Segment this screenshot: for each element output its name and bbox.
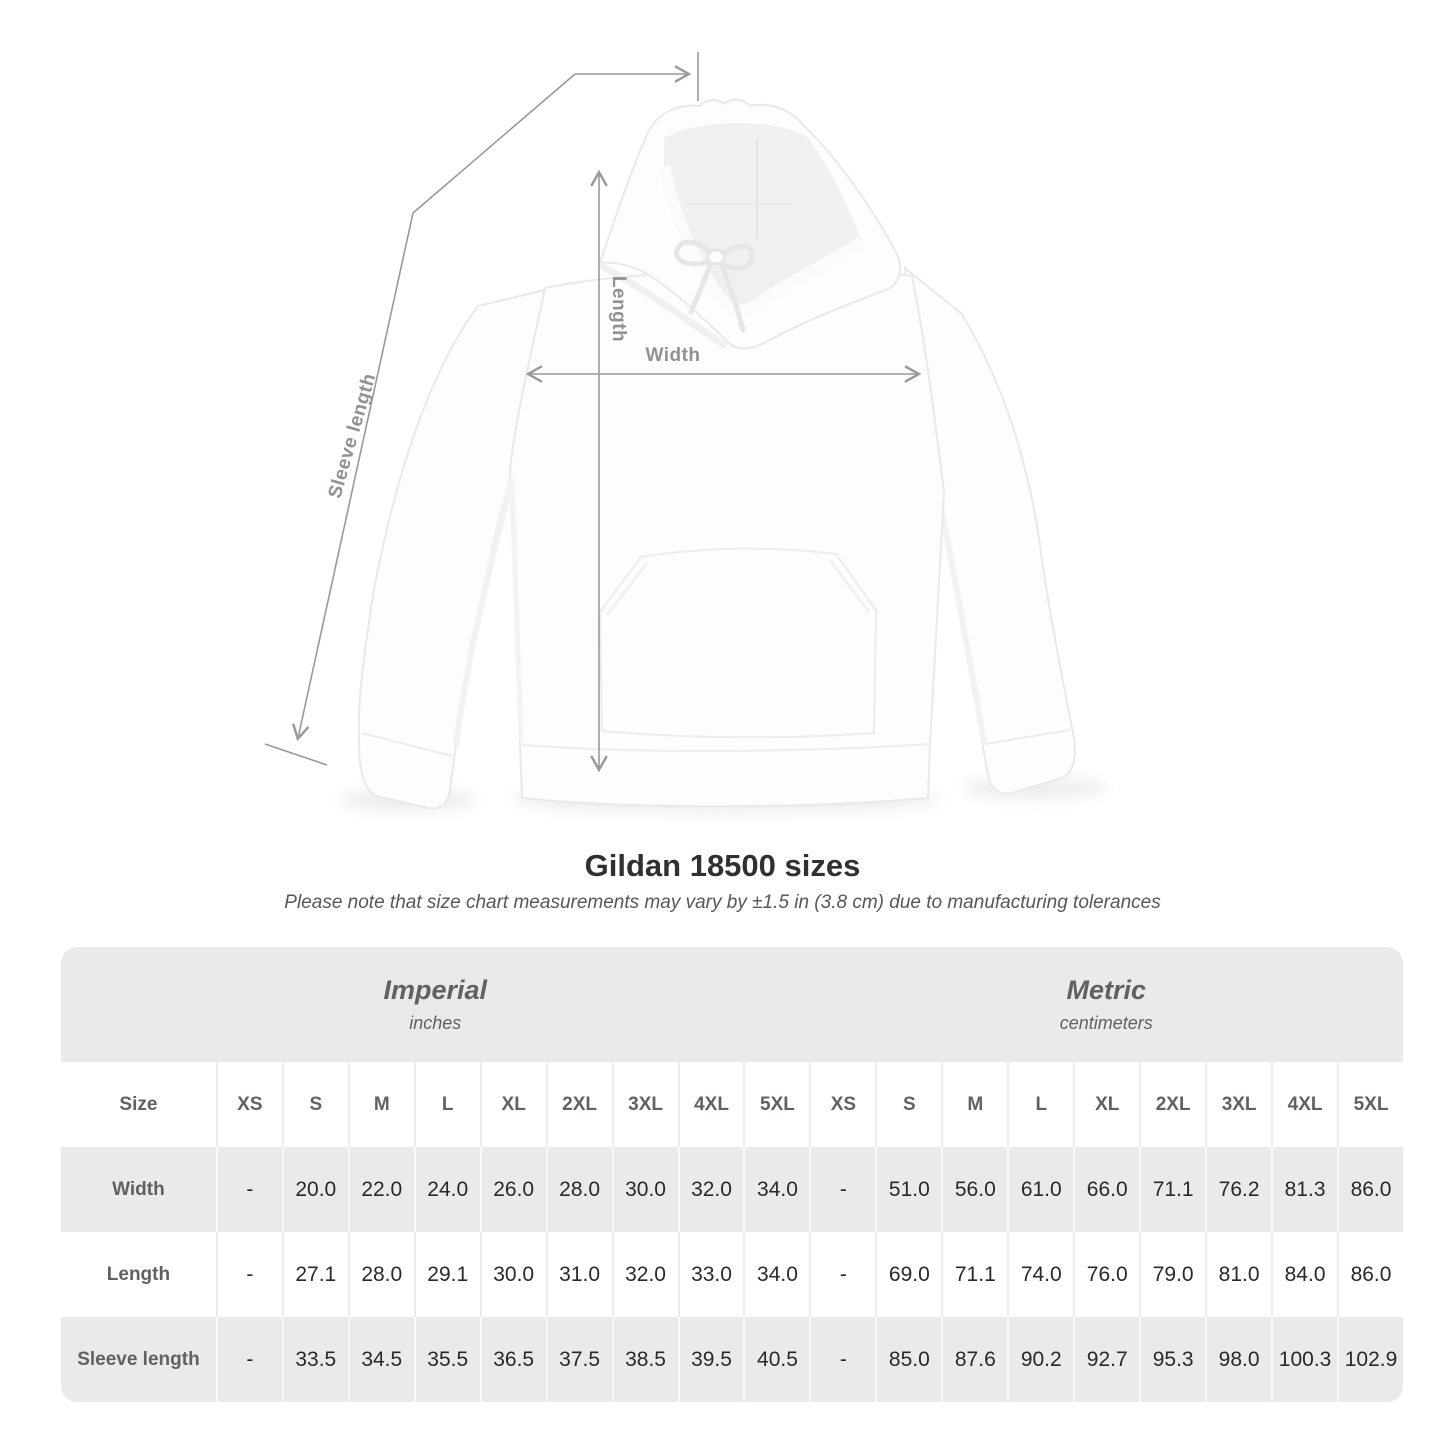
- imperial-value-cell: 31.0: [546, 1232, 612, 1317]
- tolerance-note: Please note that size chart measurements may vary by ±1.5 in (3.8 cm) due to manufacturing tolerances: [284, 892, 1161, 913]
- metric-value-cell: 92.7: [1073, 1317, 1139, 1402]
- metric-section-header: [809, 947, 1403, 1062]
- metric-value-cell: 81.0: [1205, 1232, 1271, 1317]
- row-label: Width: [61, 1147, 216, 1232]
- hoodie-pocket: [600, 549, 876, 738]
- imperial-value-cell: 37.5: [546, 1317, 612, 1402]
- metric-value-cell: 87.6: [941, 1317, 1007, 1402]
- metric-value-cell: 76.2: [1205, 1147, 1271, 1232]
- imperial-section-header: [61, 947, 809, 1062]
- size-header-imperial-m: M: [348, 1062, 414, 1147]
- row-label: Length: [106, 1263, 171, 1285]
- imperial-value-cell: 32.0: [612, 1232, 678, 1317]
- sleeve-diagonal-1: [413, 74, 575, 213]
- metric-value-cell: 61.0: [1007, 1147, 1073, 1232]
- metric-value-cell: 81.3: [1271, 1147, 1337, 1232]
- metric-value-cell: 56.0: [941, 1147, 1007, 1232]
- imperial-value-cell: 34.5: [348, 1317, 414, 1402]
- imperial-value-cell: 38.5: [612, 1317, 678, 1402]
- size-table: [61, 947, 1403, 1402]
- size-header-metric-s: S: [875, 1062, 941, 1147]
- size-header-imperial-2xl: 2XL: [546, 1062, 612, 1147]
- imperial-value-cell: 32.0: [678, 1147, 744, 1232]
- metric-value-cell: 74.0: [1007, 1232, 1073, 1317]
- metric-value-cell: 71.1: [941, 1232, 1007, 1317]
- metric-value-cell: 86.0: [1337, 1232, 1403, 1317]
- metric-value-cell: 95.3: [1139, 1317, 1205, 1402]
- size-header-metric-xs: XS: [809, 1062, 875, 1147]
- size-header-imperial-xl: XL: [480, 1062, 546, 1147]
- row-label: Sleeve length: [61, 1317, 216, 1402]
- imperial-value-cell: 27.1: [282, 1232, 348, 1317]
- size-column-header: Size: [119, 1093, 158, 1115]
- size-header-imperial-l: L: [414, 1062, 480, 1147]
- size-header-imperial-3xl: 3XL: [612, 1062, 678, 1147]
- imperial-value-cell: 34.0: [743, 1147, 809, 1232]
- imperial-value-cell: 39.5: [678, 1317, 744, 1402]
- imperial-value-cell: -: [216, 1317, 282, 1402]
- size-header-imperial-5xl: 5XL: [743, 1062, 809, 1147]
- imperial-value-cell: 26.0: [480, 1147, 546, 1232]
- imperial-value-cell: 22.0: [348, 1147, 414, 1232]
- sleeve-length-label: Sleeve length: [324, 370, 381, 501]
- metric-value-cell: 51.0: [875, 1147, 941, 1232]
- metric-unit-label: centimeters: [1059, 1013, 1153, 1033]
- metric-label: Metric: [1066, 975, 1146, 1005]
- metric-value-cell: -: [809, 1232, 875, 1317]
- metric-value-cell: 102.9: [1337, 1317, 1403, 1402]
- metric-value-cell: 79.0: [1139, 1232, 1205, 1317]
- size-header-metric-3xl: 3XL: [1205, 1062, 1271, 1147]
- imperial-value-cell: 20.0: [282, 1147, 348, 1232]
- page-title: Gildan 18500 sizes: [584, 848, 861, 883]
- imperial-value-cell: 36.5: [480, 1317, 546, 1402]
- imperial-value-cell: 24.0: [414, 1147, 480, 1232]
- size-header-metric-2xl: 2XL: [1139, 1062, 1205, 1147]
- imperial-value-cell: 30.0: [612, 1147, 678, 1232]
- imperial-value-cell: 28.0: [348, 1232, 414, 1317]
- sleeve-end-tick: [265, 744, 327, 765]
- metric-value-cell: 84.0: [1271, 1232, 1337, 1317]
- imperial-value-cell: 33.0: [678, 1232, 744, 1317]
- width-label: Width: [645, 345, 701, 366]
- imperial-value-cell: 35.5: [414, 1317, 480, 1402]
- size-header-metric-l: L: [1007, 1062, 1073, 1147]
- imperial-value-cell: 40.5: [743, 1317, 809, 1402]
- imperial-value-cell: 29.1: [414, 1232, 480, 1317]
- length-label: Length: [608, 275, 629, 343]
- imperial-value-cell: 33.5: [282, 1317, 348, 1402]
- imperial-value-cell: -: [216, 1232, 282, 1317]
- metric-value-cell: 85.0: [875, 1317, 941, 1402]
- size-header-imperial-4xl: 4XL: [678, 1062, 744, 1147]
- size-header-imperial-xs: XS: [216, 1062, 282, 1147]
- size-header-metric-xl: XL: [1073, 1062, 1139, 1147]
- metric-value-cell: 66.0: [1073, 1147, 1139, 1232]
- imperial-value-cell: 28.0: [546, 1147, 612, 1232]
- metric-value-cell: 69.0: [875, 1232, 941, 1317]
- metric-value-cell: -: [809, 1147, 875, 1232]
- size-header-metric-5xl: 5XL: [1337, 1062, 1403, 1147]
- metric-value-cell: 100.3: [1271, 1317, 1337, 1402]
- imperial-value-cell: -: [216, 1147, 282, 1232]
- size-header-imperial-s: S: [282, 1062, 348, 1147]
- imperial-unit-label: inches: [409, 1013, 462, 1033]
- metric-value-cell: 71.1: [1139, 1147, 1205, 1232]
- metric-value-cell: 86.0: [1337, 1147, 1403, 1232]
- metric-value-cell: -: [809, 1317, 875, 1402]
- size-header-metric-4xl: 4XL: [1271, 1062, 1337, 1147]
- imperial-label: Imperial: [383, 975, 487, 1005]
- imperial-value-cell: 34.0: [743, 1232, 809, 1317]
- imperial-value-cell: 30.0: [480, 1232, 546, 1317]
- metric-value-cell: 90.2: [1007, 1317, 1073, 1402]
- metric-value-cell: 98.0: [1205, 1317, 1271, 1402]
- size-header-metric-m: M: [941, 1062, 1007, 1147]
- metric-value-cell: 76.0: [1073, 1232, 1139, 1317]
